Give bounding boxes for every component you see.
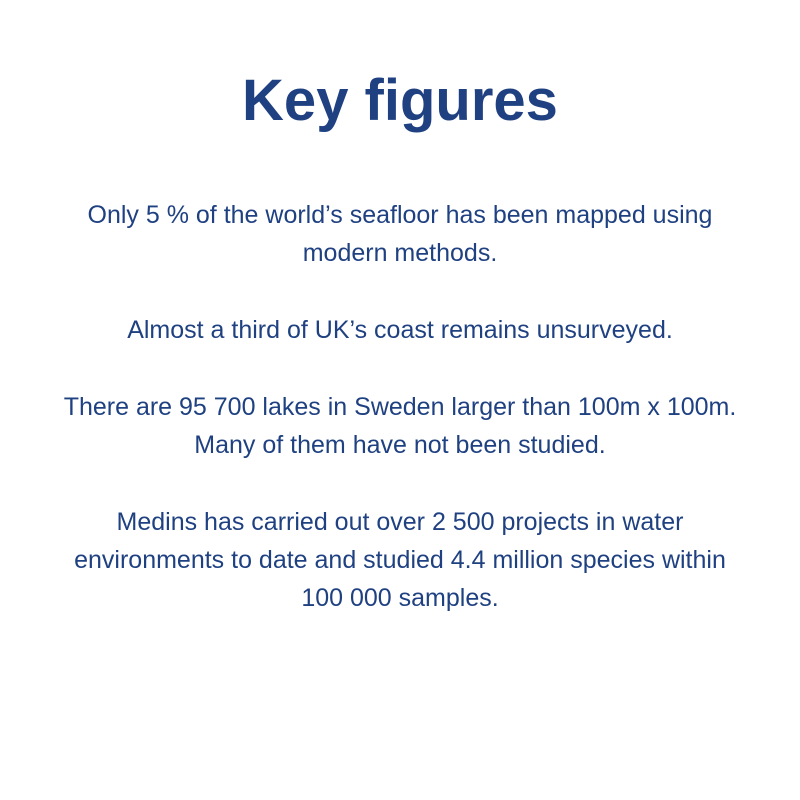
page-title: Key figures <box>242 68 558 133</box>
fact-sweden-lakes: There are 95 700 lakes in Sweden larger than 100m x 100m. Many of them have not been studied. <box>63 393 737 459</box>
fact-seafloor-mapped: Only 5 % of the world’s seafloor has been mapped using modern methods. <box>87 201 713 267</box>
fact-uk-coast-unsurveyed: Almost a third of UK’s coast remains unsurveyed. <box>127 316 673 344</box>
key-figures-list <box>60 196 740 617</box>
fact-medins-projects: Medins has carried out over 2 500 projects in water environments to date and studied 4.4 million species within 100 000 samples. <box>74 508 726 612</box>
